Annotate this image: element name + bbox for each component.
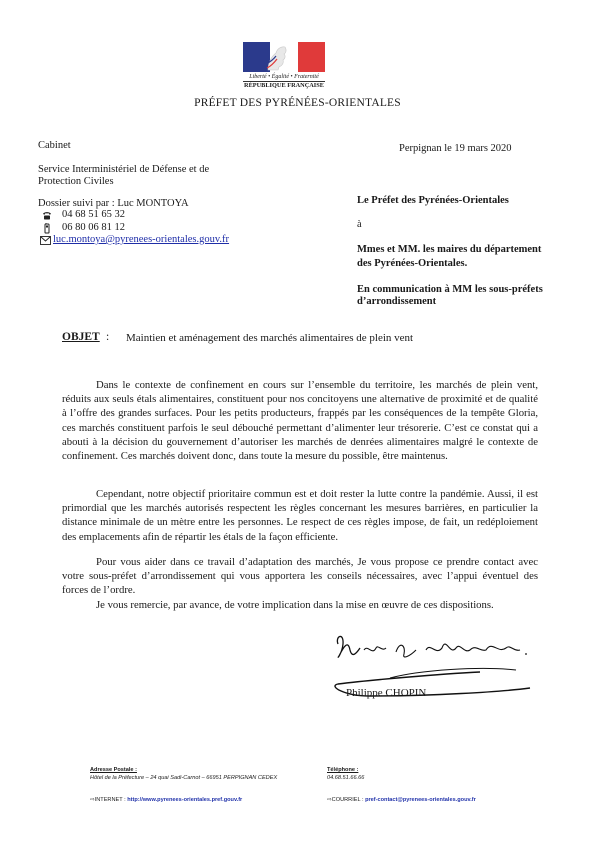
footer-internet-label: ⇨INTERNET : — [90, 797, 126, 803]
date-line: Perpignan le 19 mars 2020 — [399, 143, 512, 154]
body-paragraph-4: Je vous remercie, par avance, de votre implication dans la mise en œuvre de ces dispositions. — [96, 599, 494, 611]
phone-number: 04 68 51 65 32 — [62, 209, 125, 220]
phone-icon — [42, 211, 52, 220]
marianne-profile-icon — [264, 44, 294, 72]
phone-row — [42, 209, 125, 221]
objet-label: OBJET — [62, 331, 100, 343]
service-line-1: Service Interministériel de Défense et de — [38, 164, 210, 175]
mobile-icon — [42, 223, 52, 234]
recipient-to-line-1: Mmes et MM. les maires du département — [357, 244, 542, 255]
objet-text: Maintien et aménagement des marchés alimentaires de plein vent — [126, 332, 414, 344]
body-paragraph-3: Pour vous aider dans ce travail d’adaptation des marchés, Je vous propose ce prendre contact avec votre sous-préfet d’arrondissement qui vous apportera les conseils nécessaires, avec l’appui éventuel des forces de l’ordre. — [62, 556, 538, 597]
motto: Liberté • Égalité • Fraternité — [249, 74, 319, 80]
recipient-a: à — [357, 219, 362, 230]
body-paragraph-2: Cependant, notre objectif prioritaire commun est et doit rester la lutte contre la pandémie. Aussi, il est primordial que les marchés autorisés respectent les règles concernant les mesures barrières, en particulier la distance minimale de un mètre entre les personnes. Le respect de ces règles impose, de fait, un redéploiement des emplacements afin de répartir les étals de la façon efficiente. — [62, 488, 538, 543]
body-paragraph-1: Dans le contexte de confinement en cours sur l’ensemble du territoire, les marchés de plein vent, réduits aux seuls étals alimentaires, constituent pour nos concitoyens une alternative de proximité et de qualité à l’offre des grandes surfaces. Pour les petits producteurs, frappés par les conséquences de la tempête Gloria, ces marchés constituent parfois le seul débouché permettant d’alimenter leur trésorerie. C’est ce constat qui a abouti à la décision du gouvernement d’autoriser les marchés de denrées alimentaires malgré le contexte de confinement. Ces marchés doivent donc, dans toute la mesure du possible, être maintenus. — [62, 379, 538, 463]
mobile-number: 06 80 06 81 12 — [62, 222, 125, 233]
prefet-title: PRÉFET DES PYRÉNÉES-ORIENTALES — [194, 97, 401, 109]
email-row — [40, 234, 229, 246]
dossier-line: Dossier suivi par : Luc MONTOYA — [38, 198, 189, 209]
footer-courriel-row — [327, 797, 476, 803]
recipient-from: Le Préfet des Pyrénées-Orientales — [357, 195, 509, 206]
signer-name: Philippe CHOPIN — [346, 687, 427, 699]
mail-icon — [40, 236, 51, 245]
footer-courriel-label: ⇨COURRIEL : — [327, 797, 364, 803]
footer-phone: 04.68.51.66.66 — [327, 775, 365, 781]
cabinet-label: Cabinet — [38, 140, 71, 151]
footer-courriel-link[interactable]: pref-contact@pyrenees-orientales.gouv.fr — [365, 797, 476, 803]
email-link[interactable]: luc.montoya@pyrenees-orientales.gouv.fr — [53, 234, 230, 245]
marianne-logo — [243, 42, 325, 89]
recipient-cc-line-2: d’arrondissement — [357, 296, 437, 307]
footer-phone-label: Téléphone : — [327, 767, 359, 773]
footer-address-label: Adresse Postale : — [90, 767, 137, 773]
footer-internet-link[interactable]: http://www.pyrenees-orientales.pref.gouv.fr — [127, 797, 243, 803]
tricolor-flag — [243, 42, 325, 72]
objet-separator: : — [106, 331, 110, 343]
republique-francaise: RÉPUBLIQUE FRANÇAISE — [244, 82, 324, 89]
mobile-row — [42, 222, 125, 234]
recipient-cc-line-1: En communication à MM les sous-préfets — [357, 284, 543, 295]
footer-address: Hôtel de la Préfecture – 24 quai Sadi-Carnot – 66951 PERPIGNAN CEDEX — [90, 775, 278, 781]
footer-internet-row — [90, 797, 242, 803]
recipient-to-line-2: des Pyrénées-Orientales. — [357, 258, 468, 269]
service-line-2: Protection Civiles — [38, 176, 114, 187]
